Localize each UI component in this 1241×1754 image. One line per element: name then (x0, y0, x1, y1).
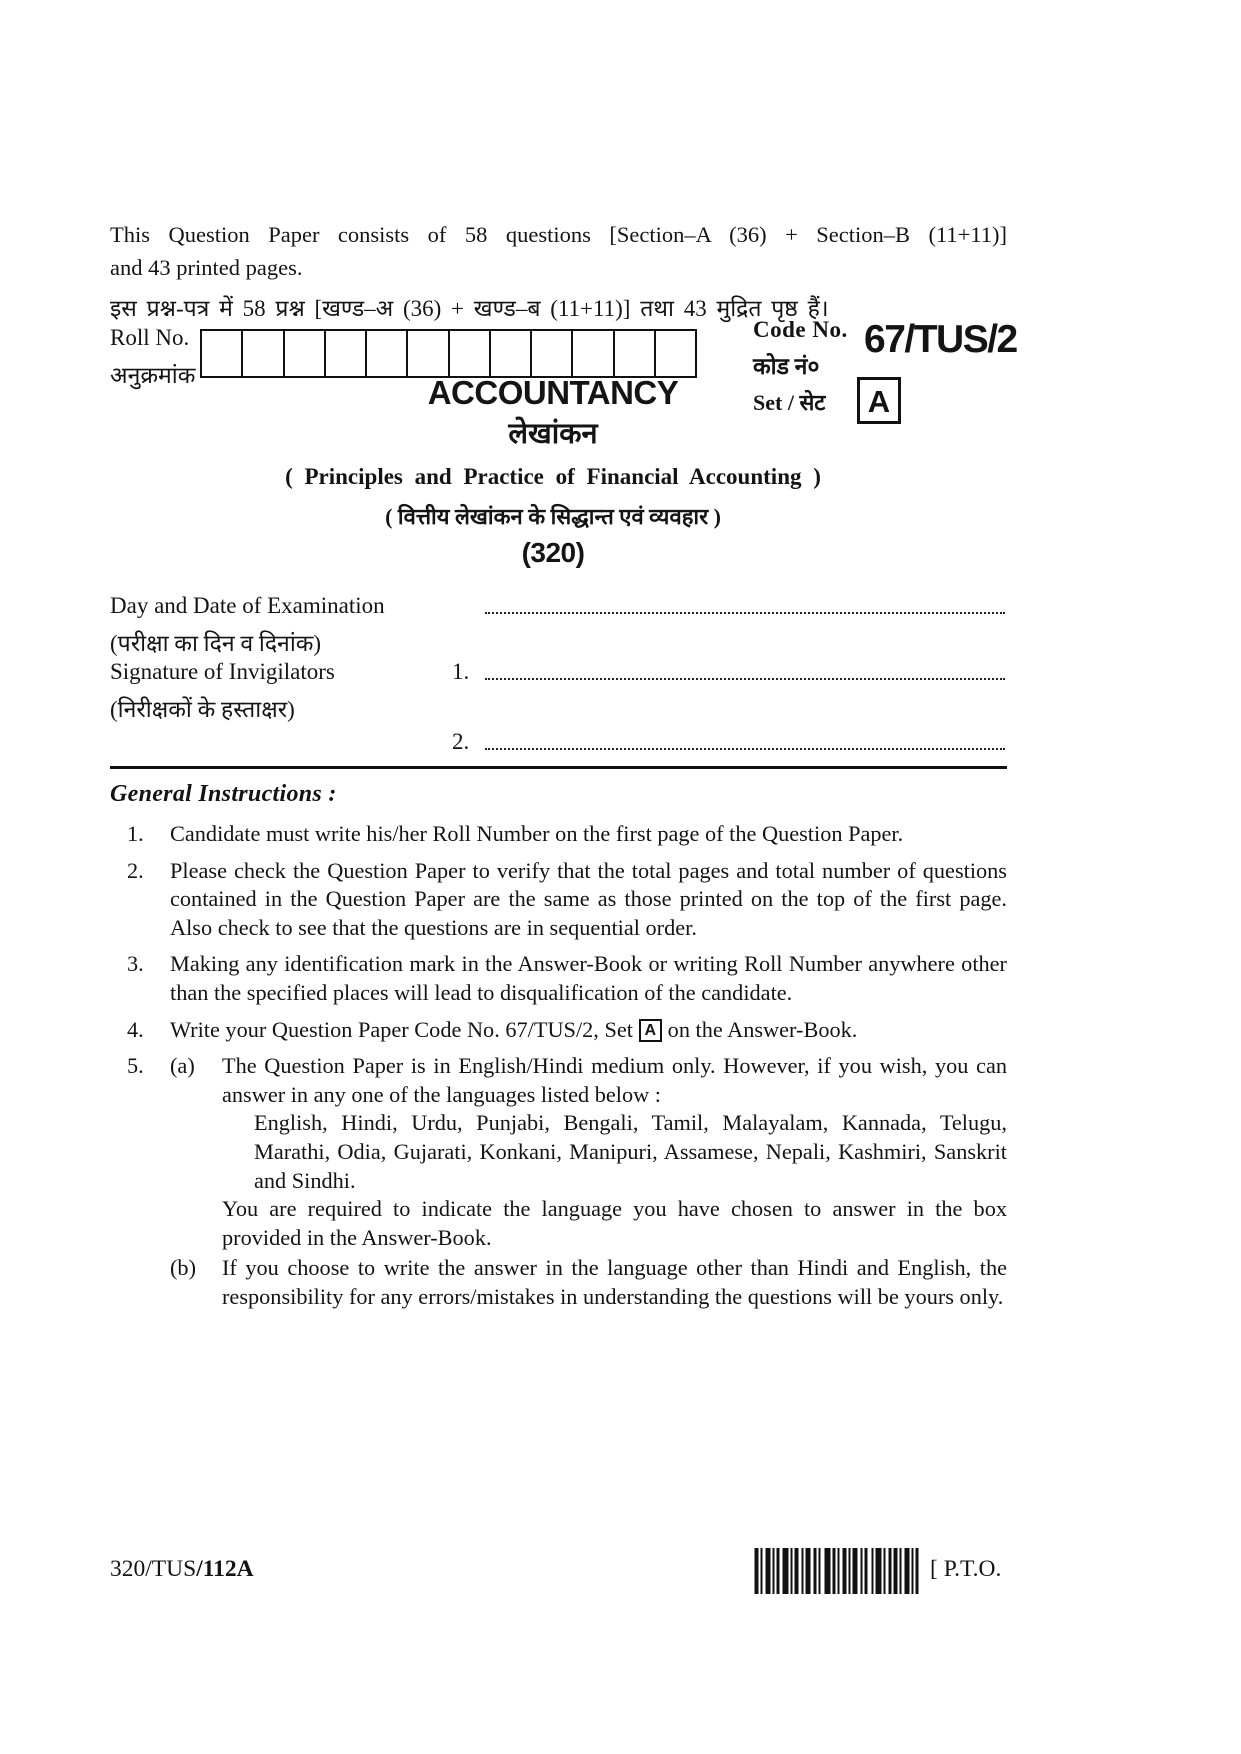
instruction-5-body (170, 1052, 1007, 1311)
subject-subtitle-hindi: ( वित्तीय लेखांकन के सिद्धान्त एवं व्यवहार ) (385, 504, 721, 529)
instruction-5b-text: If you choose to write the answer in the language other than Hindi and English, the responsibility for any errors/mistakes in understanding the questions will be yours only. (222, 1255, 1007, 1309)
instruction-item-5 (110, 1052, 1007, 1311)
instructions-list (110, 820, 1007, 1320)
section-divider-rule (110, 766, 1007, 769)
roll-box (573, 331, 614, 376)
instruction-5a-text-block (222, 1052, 1007, 1252)
signature-line1-number: 1. (452, 659, 470, 684)
subject-title-english: ACCOUNTANCY (427, 374, 679, 411)
code-no-label-hindi: कोड नं० (753, 354, 820, 379)
signature-fill-line-2 (485, 728, 1005, 750)
day-date-label-english: Day and Date of Examination (110, 593, 385, 618)
instruction-number: 1. (127, 821, 144, 846)
roll-boxes (200, 329, 697, 378)
roll-box (285, 331, 326, 376)
instruction-item-2 (110, 857, 1007, 943)
instruction-item-1 (110, 820, 1007, 849)
pto-label: [ P.T.O. (930, 1556, 1002, 1582)
roll-box (656, 331, 695, 376)
paper-note-english-line2: and 43 printed pages. (110, 255, 303, 280)
instruction-sub-label: (a) (170, 1053, 195, 1079)
general-instructions-heading: General Instructions : (110, 781, 337, 807)
paper-note-hindi: इस प्रश्न-पत्र में 58 प्रश्न [खण्ड–अ (36) + खण्ड–ब (11+11)] तथा 43 मुद्रित पृष्ठ हैं। (110, 296, 829, 321)
roll-box (202, 331, 243, 376)
set-letter-inline-box: A (639, 1019, 663, 1042)
signature-line2-number: 2. (452, 729, 470, 754)
instruction-text: Making any identification mark in the Answer-Book or writing Roll Number anywhere other than the specified places will lead to disqualification of the candidate. (170, 951, 1007, 1005)
instruction-item-3 (110, 950, 1007, 1007)
set-label: Set / सेट (753, 390, 826, 415)
instruction-number: 5. (127, 1053, 144, 1079)
day-date-fill-line (485, 592, 1005, 614)
instruction-item-4 (110, 1016, 1007, 1045)
day-date-label-hindi: (परीक्षा का दिन व दिनांक) (110, 631, 322, 656)
subject-title-hindi: लेखांकन (508, 418, 598, 450)
roll-box (408, 331, 449, 376)
roll-box (532, 331, 573, 376)
set-value-box: A (857, 377, 901, 424)
roll-box (491, 331, 532, 376)
instruction-5a-note: You are required to indicate the language you have chosen to answer in the box provided in the Answer-Book. (222, 1196, 1007, 1250)
footer-code-bold: /112A (196, 1556, 254, 1582)
instruction-number: 2. (127, 857, 144, 883)
barcode (753, 1548, 921, 1599)
roll-no-label-hindi: अनुक्रमांक (110, 363, 196, 388)
instruction-text (170, 1016, 1007, 1045)
instruction-sub-label: (b) (170, 1255, 196, 1281)
code-no-value: 67/TUS/2 (864, 318, 1017, 361)
instruction-text: Candidate must write his/her Roll Number on the first page of the Question Paper. (170, 821, 904, 846)
invigilator-signature-label-english: Signature of Invigilators (110, 659, 335, 684)
invigilator-signature-label-hindi: (निरीक्षकों के हस्ताक्षर) (110, 697, 295, 722)
instruction-4-pre: Write your Question Paper Code No. 67/TUS/2, Set (170, 1016, 633, 1042)
signature-fill-line-1 (485, 658, 1005, 680)
instruction-text: Please check the Question Paper to verify that the total pages and total number of questions contained in the Question Paper are the same as those printed on the top of the first page. Also check to see that the questions are in sequential order. (170, 857, 1007, 940)
instruction-5b (170, 1254, 1007, 1311)
roll-box (326, 331, 367, 376)
code-no-label-english: Code No. (753, 317, 848, 342)
instruction-number: 4. (127, 1016, 144, 1042)
roll-box (615, 331, 656, 376)
instruction-5a (170, 1052, 1007, 1252)
roll-box (450, 331, 491, 376)
instruction-5a-text: The Question Paper is in English/Hindi medium only. However, if you wish, you can answer in any one of the languages listed below : (222, 1053, 1007, 1107)
instruction-4-post: on the Answer-Book. (667, 1016, 858, 1042)
roll-box (243, 331, 284, 376)
instruction-5a-languages: English, Hindi, Urdu, Punjabi, Bengali, Tamil, Malayalam, Kannada, Telugu, Marathi, Odia, Gujarati, Konkani, Manipuri, Assamese, Nepali, Kashmiri, Sanskrit and Sindhi. (254, 1110, 1007, 1193)
footer-code-normal: 320/TUS (110, 1556, 197, 1582)
roll-no-label-english: Roll No. (110, 325, 190, 350)
footer-paper-code (110, 1556, 254, 1583)
subject-subtitle-english: ( Principles and Practice of Financial Accounting ) (285, 464, 821, 489)
paper-note-english-line1: This Question Paper consists of 58 questions [Section–A (36) + Section–B (11+11)] (110, 222, 1007, 247)
roll-box (367, 331, 408, 376)
instruction-number: 3. (127, 951, 144, 977)
paper-number: (320) (521, 537, 585, 568)
